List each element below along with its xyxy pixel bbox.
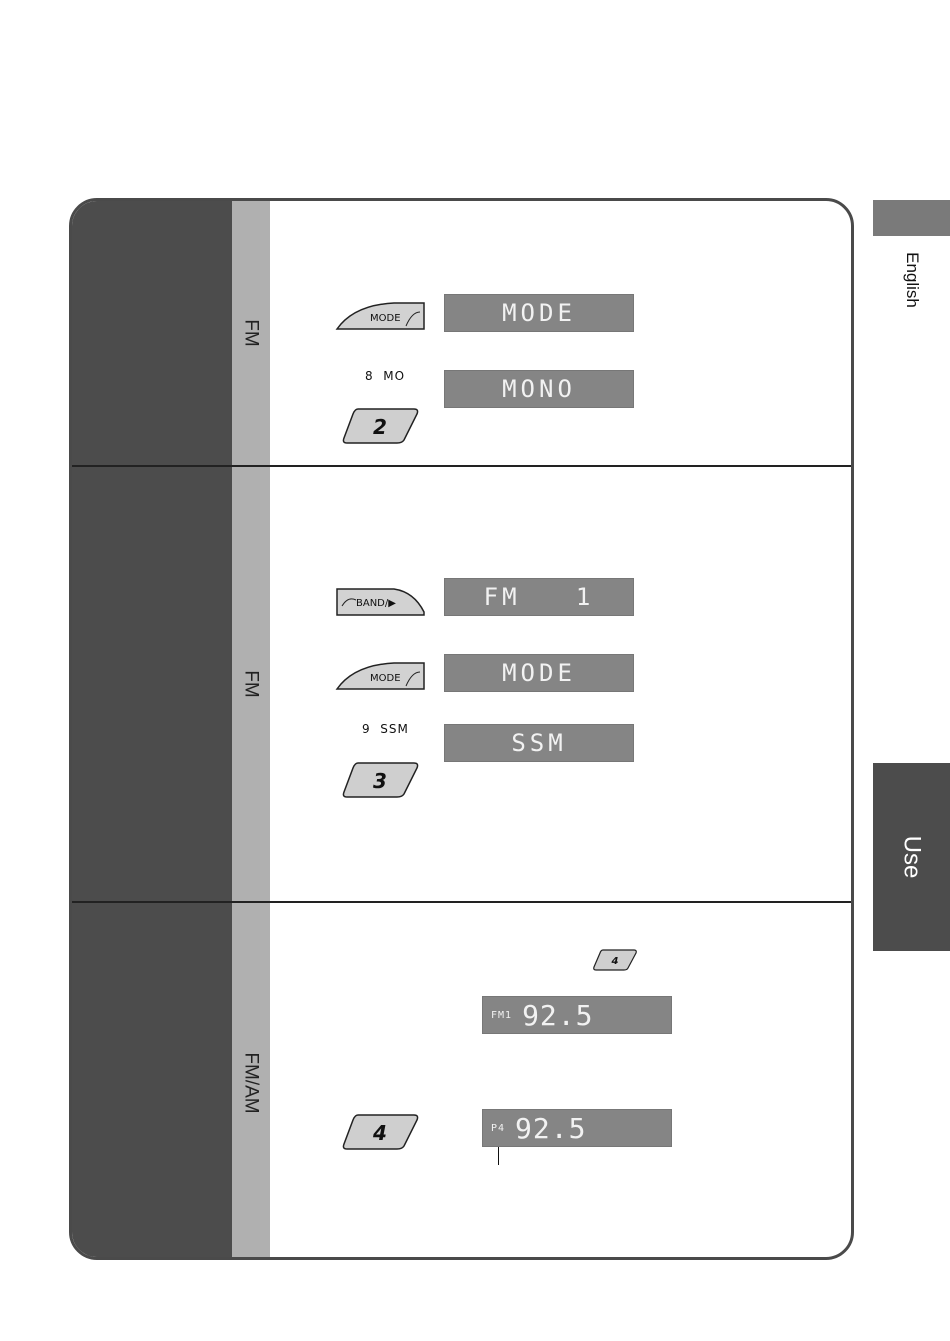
mode-button-label: MODE (370, 313, 401, 324)
lcd-display-mode: MODE (444, 294, 634, 332)
language-tab (873, 240, 950, 320)
lcd-display-mono: MONO (444, 370, 634, 408)
band-label-fm-am: FM/AM (241, 1052, 262, 1114)
side-tab-marker (873, 200, 950, 236)
section-divider (72, 901, 851, 903)
key-function-label: 9 SSM (362, 722, 409, 736)
mode-button[interactable] (334, 660, 428, 692)
preset-number: 4 (373, 1121, 387, 1145)
preset-number: 3 (373, 769, 387, 793)
left-dark-column (72, 201, 232, 1257)
frequency-value: 92.5 (522, 998, 594, 1032)
lcd-display-ssm: SSM (444, 724, 634, 762)
mode-button-label: MODE (370, 673, 401, 684)
lcd-display-fm1: FM 1 (444, 578, 634, 616)
lcd-display-mode: MODE (444, 654, 634, 692)
mode-button[interactable] (334, 300, 428, 332)
callout-line (498, 1147, 499, 1165)
preset-number: 2 (373, 415, 387, 439)
lcd-display-preset-frequency (482, 1109, 672, 1147)
band-button[interactable] (334, 586, 428, 618)
preset-button-3[interactable] (340, 760, 420, 800)
band-indicator: FM1 (491, 1009, 513, 1021)
language-label: English (902, 252, 922, 308)
band-button-label: BAND/▶ (356, 598, 396, 609)
key-function-label: 8 MO (365, 369, 406, 383)
section-divider (72, 465, 851, 467)
frequency-value: 92.5 (515, 1111, 587, 1145)
preset-button-4-small[interactable] (592, 948, 638, 972)
section-tab-label: Use (898, 835, 926, 879)
preset-button-4[interactable] (340, 1112, 420, 1152)
lcd-display-frequency (482, 996, 672, 1034)
preset-indicator: P4 (491, 1122, 506, 1134)
band-label-fm: FM (241, 670, 262, 698)
preset-number: 4 (611, 956, 619, 967)
band-label-fm: FM (241, 319, 262, 347)
section-tab-use (873, 763, 950, 951)
preset-button-2[interactable] (340, 406, 420, 446)
